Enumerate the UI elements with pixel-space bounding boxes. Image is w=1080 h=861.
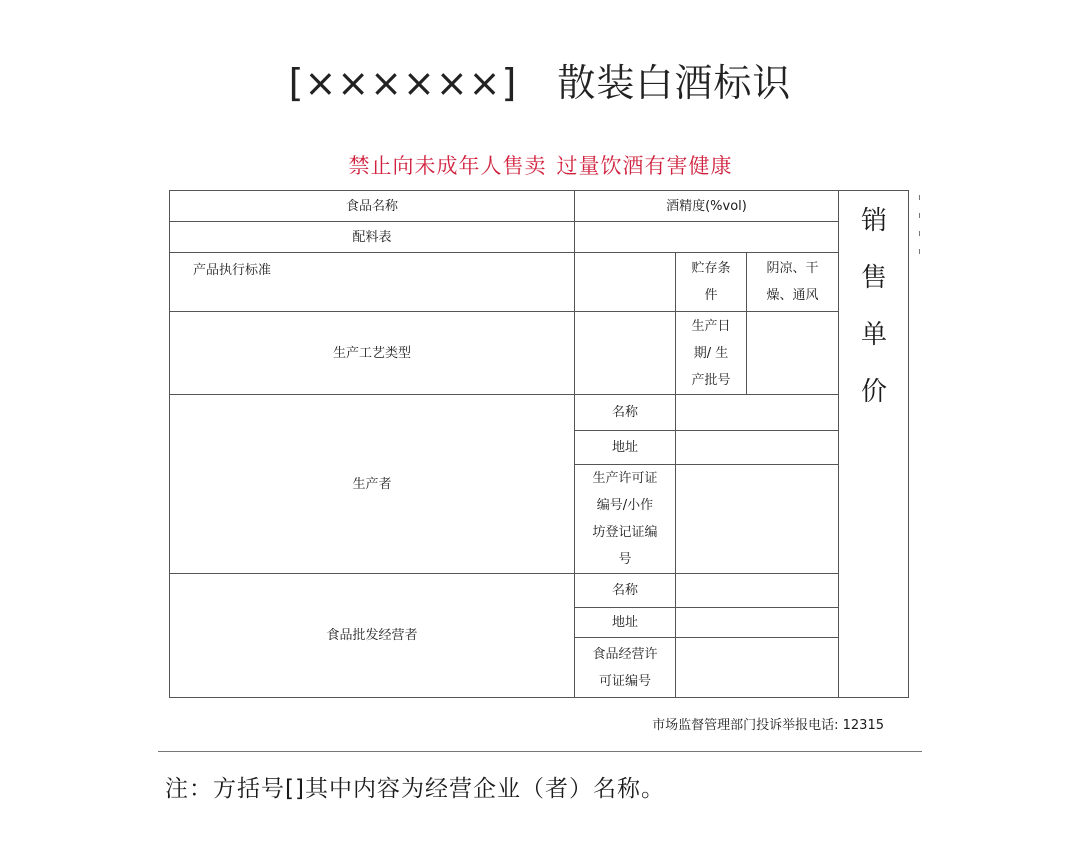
production-date-line: 生产日 [691,318,731,334]
cell-process-type: 生产工艺类型 [332,345,411,361]
storage-value-line: 阴凉、干 [766,261,819,276]
price-char: 售 [860,263,887,293]
brand-placeholder: [××××××] [288,61,518,105]
cell-producer-name: 名称 [611,405,638,420]
price-char: 销 [860,206,887,236]
cell-wholesaler-address: 地址 [611,615,638,630]
warning-part2: 过量饮酒有害健康 [556,154,733,178]
cell-alcohol: 酒精度(%vol) [666,198,747,214]
producer-license-line: 坊登记证编 [592,525,658,540]
price-column [839,190,909,421]
storage-value-line: 燥、通风 [766,288,819,303]
complaint-hotline: 市场监督管理部门投诉举报电话: 12315 [652,718,884,733]
cell-producer-license [575,465,675,573]
separator-line [158,751,922,752]
title-text: 散装白酒标识 [557,61,792,105]
cell-producer: 生产者 [352,476,392,492]
producer-license-line: 编号/小作 [596,498,654,513]
price-char: 单 [860,320,887,350]
storage-label-line: 贮存条 [691,261,731,276]
table-border-bottom [169,697,909,698]
wholesaler-license-line: 食品经营许 [592,646,658,662]
wholesaler-license-line: 可证编号 [598,673,651,689]
warning-text [168,150,913,180]
production-date-line: 期/ 生 [693,345,729,361]
cell-food-name: 食品名称 [345,198,398,214]
cell-wholesaler-name: 名称 [611,583,638,598]
label-title [0,52,1080,107]
cell-ingredients: 配料表 [352,229,392,245]
cell-wholesaler-license [575,638,675,697]
cell-storage-value [747,253,838,311]
cell-wholesaler: 食品批发经营者 [326,628,418,643]
side-dash-mark [919,195,920,265]
cell-storage-label [676,253,746,311]
producer-license-line: 号 [618,552,632,567]
footnote: 注：方括号[]其中内容为经营企业（者）名称。 [165,776,665,802]
cell-producer-address: 地址 [611,440,638,455]
storage-label-line: 件 [704,288,718,303]
cell-production-date [676,312,746,394]
producer-license-line: 生产许可证 [592,471,658,486]
cell-standard: 产品执行标准 [193,263,272,278]
warning-part1: 禁止向未成年人售卖 [348,154,547,178]
divider-sub-lower [675,394,676,698]
production-date-line: 产批号 [691,372,731,388]
price-char: 价 [860,377,887,407]
